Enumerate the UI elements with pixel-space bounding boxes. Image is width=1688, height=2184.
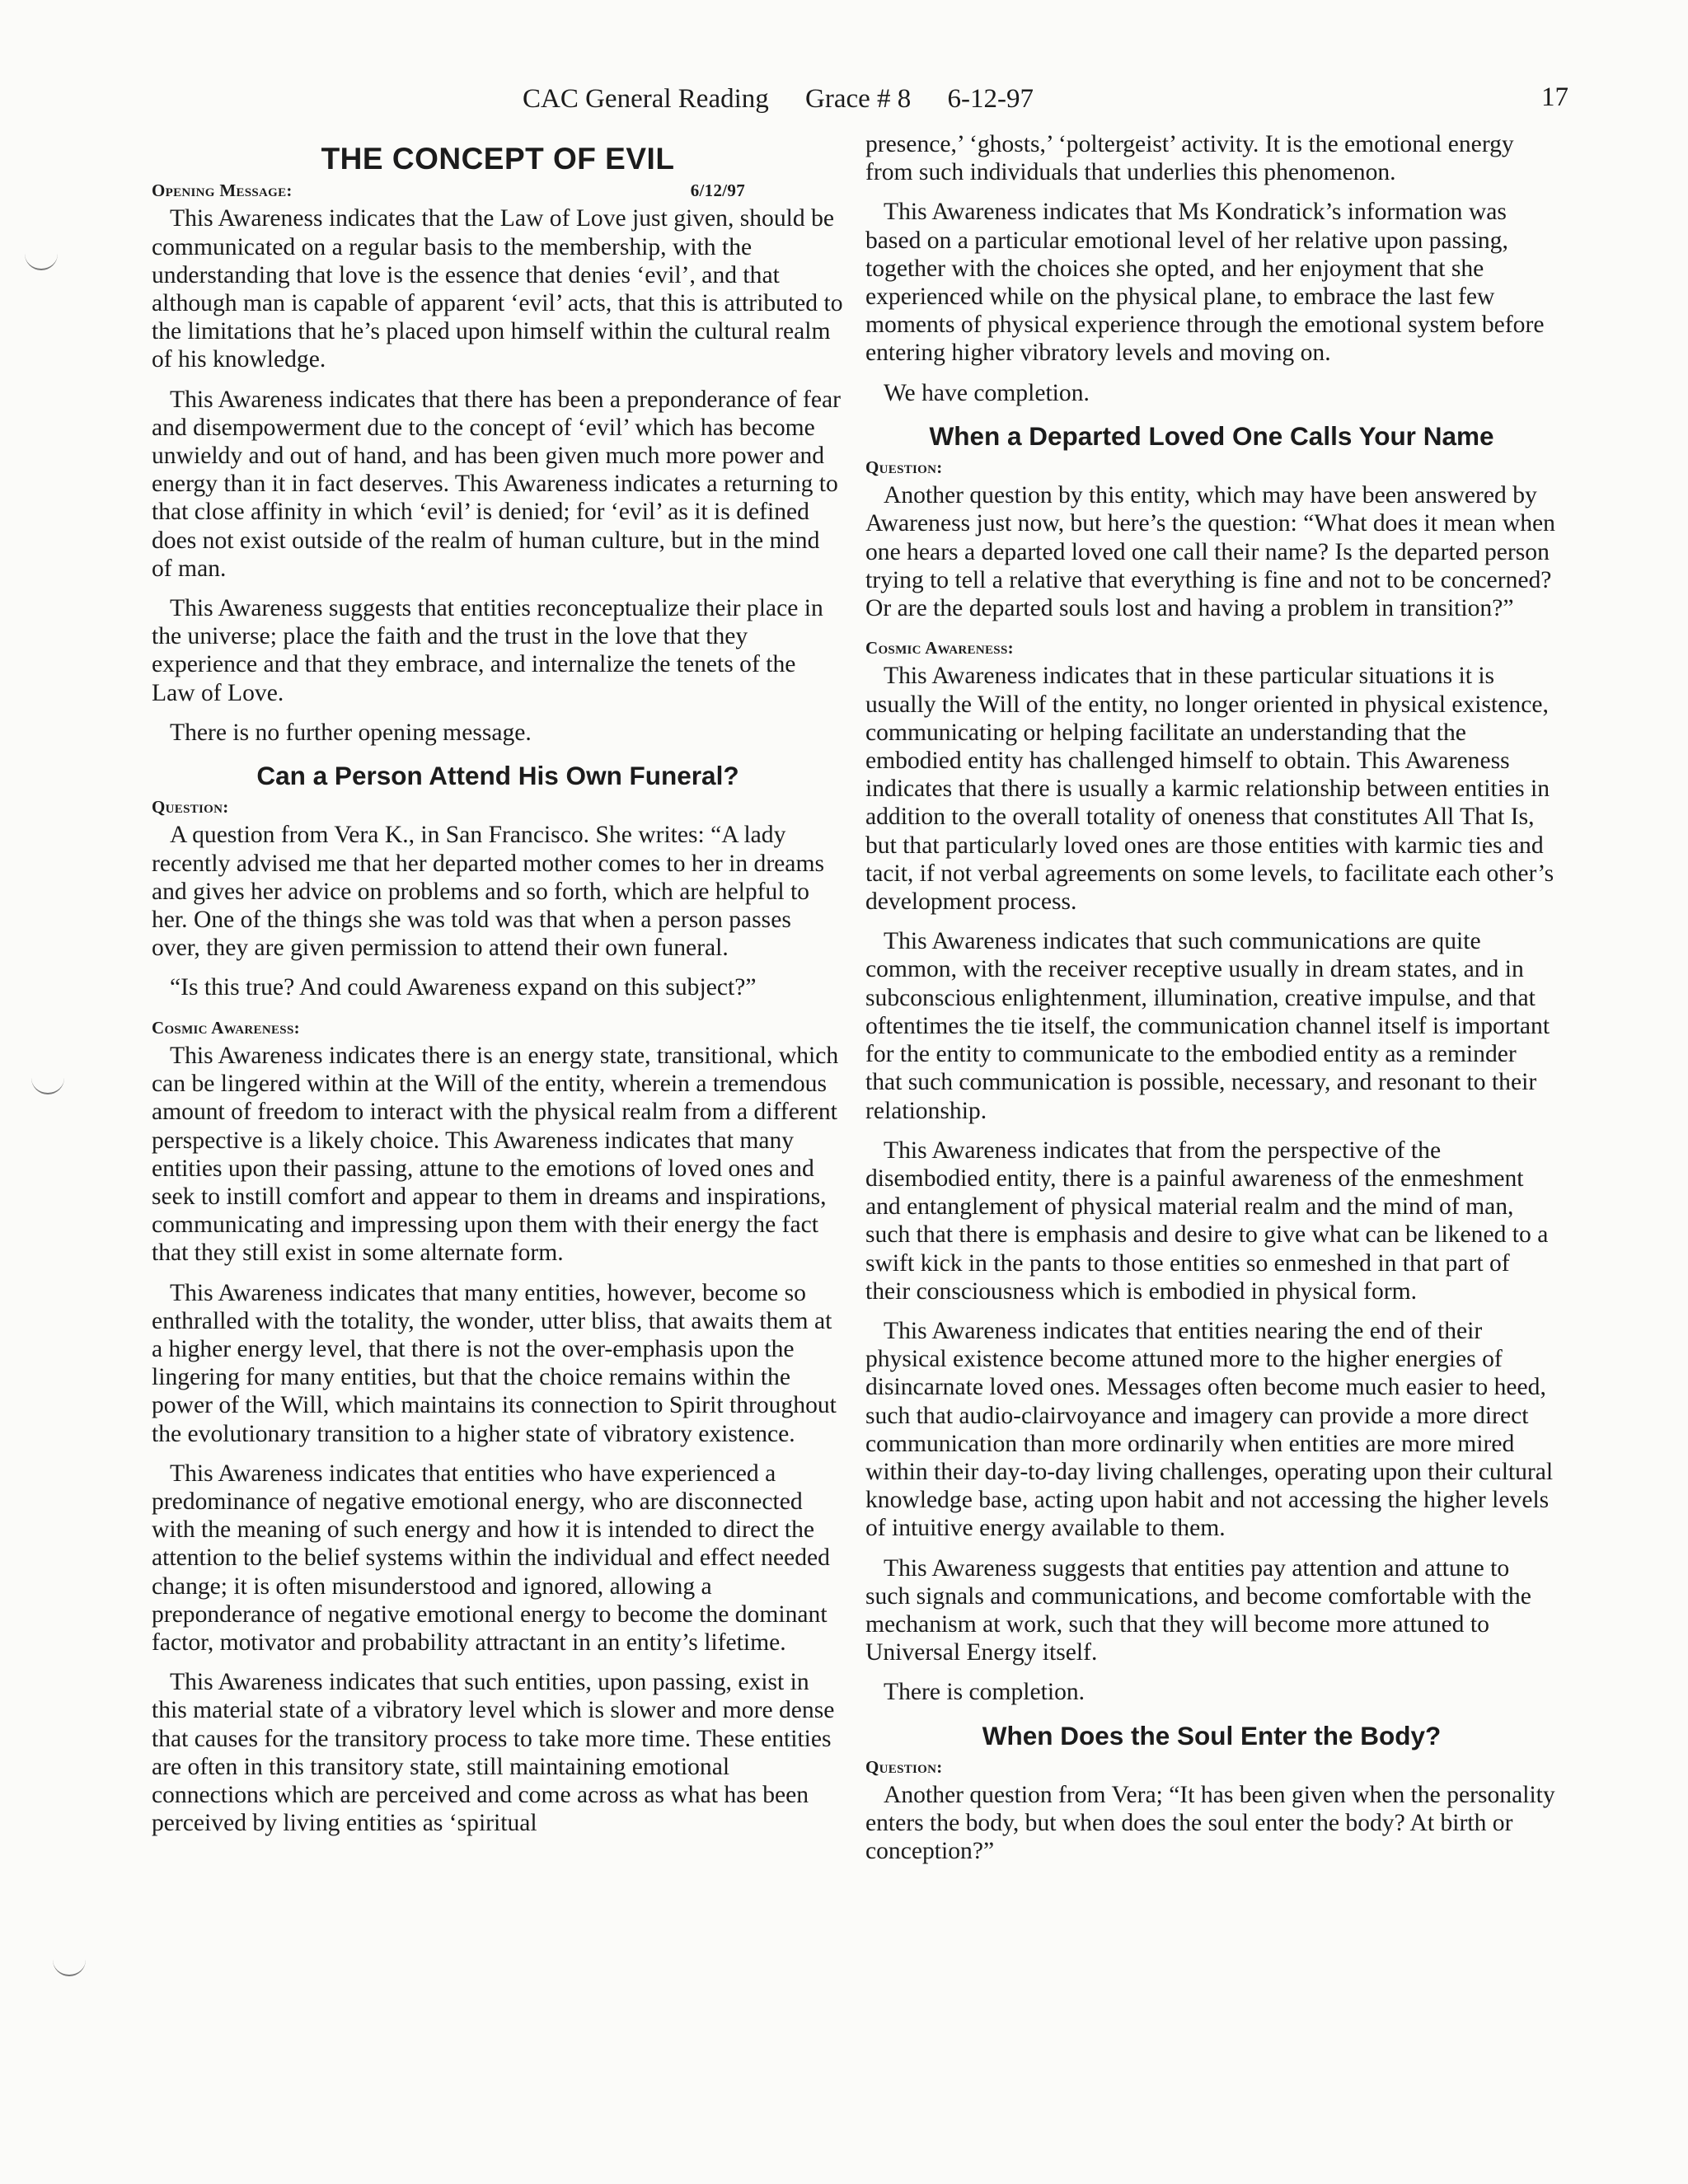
paragraph: Another question from Vera; “It has been given when the personality enters the body, but when does the soul enter the body? At birth or conception?” xyxy=(865,1781,1555,1865)
page-number: 17 xyxy=(1541,82,1568,112)
paragraph: This Awareness indicates there is an energy state, transitional, which can be lingered within at the Will of the entity, wherein a tremendous amount of freedom to interact with the physical realm from a different perspective is a likely choice. This Awareness indicates that many entities upon their passing, attune to the emotions of loved ones and seek to instill comfort and appear to them in dreams and inspirations, communicating and impressing upon them with their energy the fact that they still exist in some alternate form. xyxy=(152,1042,839,1267)
opening-message-date: 6/12/97 xyxy=(690,180,745,201)
page-header xyxy=(523,84,1561,115)
paragraph: This Awareness indicates that many entities, however, become so enthralled with the totality, the wonder, utter bliss, that awaits them at a higher energy level, that there is not the over-emphasis upon the lingering for many entities, but that the choice remains within the power of the Will, which maintains its connection to Spirit throughout the evolutionary transition to a higher state of vibratory existence. xyxy=(152,1279,837,1447)
question-label: Question: xyxy=(865,457,943,478)
paragraph: There is no further opening message. xyxy=(170,719,532,746)
header-title: CAC General Reading xyxy=(523,84,769,114)
section-heading: When Does the Soul Enter the Body? xyxy=(982,1720,1442,1750)
binder-hole-mark xyxy=(53,1953,86,1976)
paragraph: This Awareness indicates that there has been a preponderance of fear and disempowerment due to the concept of ‘evil’ which has become unwieldy and out of hand, and has been given much more power and energy than it in fact deserves. This Awareness indicates a returning to that close affinity in which ‘evil’ is denied; for ‘evil’ as it is defined does not exist outside of the realm of human culture, but in the mind of man. xyxy=(152,386,842,582)
cosmic-awareness-label: Cosmic Awareness: xyxy=(152,1017,300,1038)
opening-message-label: Opening Message: 6/12/97 xyxy=(152,176,844,204)
paragraph: This Awareness indicates that from the perspective of the disembodied entity, there is a painful awareness of the enmeshment and entanglement of physical material realm and the mind of man, such that there is emphasis and desire to give what can be likened to a swift kick in the pants to those entities so enmeshed in that part of their consciousness which is embodied in physical form. xyxy=(865,1137,1549,1305)
paragraph: Another question by this entity, which may have been answered by Awareness just now, but here’s the question: “What does it mean when one hears a departed loved one call their name? Is the departed person trying to tell a relative that everything is fine and not to be concerned? Or are the departed souls lost and having a problem in transition?” xyxy=(865,482,1555,622)
section-heading: When a Departed Loved One Calls Your Name xyxy=(929,420,1494,451)
paragraph: This Awareness indicates that entities who have experienced a predominance of negative emotional energy, who are disconnected with the meaning of such energy and how it is intended to direct the attention to the belief systems within the individual and effect needed change; it is often misunderstood and ignored, allowing a preponderance of negative emotional energy to become the dominant factor, motivator and probability attractant in an entity’s lifetime. xyxy=(152,1460,830,1656)
paragraph: This Awareness suggests that entities reconceptualize their place in the universe; place the faith and the trust in the love that they experience and that they embrace, and internalize the tenets of the Law of Love. xyxy=(152,595,823,706)
binder-hole-mark xyxy=(31,1071,64,1094)
paragraph: This Awareness indicates that such communications are quite common, with the receiver receptive usually in dream states, and in subconscious enlightenment, illumination, creative impulse, and that oftentimes the tie itself, the communication channel itself is important for the entity to communicate to the embodied entity as a reminder that such communication is possible, necessary, and resonant to their relationship. xyxy=(865,928,1550,1124)
question-label: Question: xyxy=(865,1756,943,1777)
paragraph: This Awareness indicates that Ms Kondratick’s information was based on a particular emotional level of her relative upon passing, together with the choices she opted, and her enjoyment that she experienced while on the physical plane, to embrace the last few moments of physical experience through the emotional system before entering higher vibratory levels and moving on. xyxy=(865,199,1545,367)
header-grace: Grace # 8 xyxy=(805,84,912,114)
paragraph: This Awareness indicates that the Law of Love just given, should be communicated on a regular basis to the membership, with the understanding that love is the essence that denies ‘evil’, and that although man is capable of apparent ‘evil’ acts, that this is attributed to the limitations that he’s placed upon himself within the cultural realm of his knowledge. xyxy=(152,205,843,373)
header-date: 6-12-97 xyxy=(947,84,1034,114)
right-column xyxy=(865,130,1558,1877)
paragraph: This Awareness indicates that such entities, upon passing, exist in this material state of a vibratory level which is slower and more dense that causes for the transitory process to take more time. These entities are often in this transitory state, still maintaining emotional connections which are perceived and come across as what has been perceived by living entities as ‘spiritual xyxy=(152,1669,835,1837)
article-title: THE CONCEPT OF EVIL xyxy=(321,142,675,176)
paragraph: A question from Vera K., in San Francisco. She writes: “A lady recently advised me that her departed mother comes to her in dreams and gives her advice on problems and so forth, which are helpful to her. One of the things she was told was that when a person passes over, they are given permission to attend their own funeral. xyxy=(152,822,824,962)
question-label: Question: xyxy=(152,797,229,818)
left-column xyxy=(152,130,844,1849)
cosmic-awareness-label: Cosmic Awareness: xyxy=(865,638,1014,658)
paragraph: “Is this true? And could Awareness expand on this subject?” xyxy=(170,974,757,1001)
paragraph: presence,’ ‘ghosts,’ ‘poltergeist’ activity. It is the emotional energy from such individuals that underlies this phenomenon. xyxy=(865,131,1514,186)
paragraph: There is completion. xyxy=(884,1679,1085,1706)
section-heading: Can a Person Attend His Own Funeral? xyxy=(256,761,739,791)
paragraph: We have completion. xyxy=(884,379,1090,406)
binder-hole-mark xyxy=(25,247,58,270)
paragraph: This Awareness suggests that entities pay attention and attune to such signals and communications, and become comfortable with the mechanism at work, such that they will become more attuned to Universal Energy itself. xyxy=(865,1554,1531,1666)
paragraph: This Awareness indicates that entities nearing the end of their physical existence become attuned more to the higher energies of disincarnate loved ones. Messages often become much easier to heed, such that audio-clairvoyance and imagery can provide a more direct communication than more ordinarily when entities are more mired within their day-to-day living challenges, operating upon their cultural knowledge base, acting upon habit and not accessing the higher levels of intuitive energy available to them. xyxy=(865,1317,1554,1542)
paragraph: This Awareness indicates that in these particular situations it is usually the Will of the entity, no longer oriented in physical existence, communicating or helping facilitate an understanding that the embodied entity has challenged himself to obtain. This Awareness indicates that there is usually a karmic relationship between entities in addition to the overall totality of oneness that constitutes All That Is, but that particularly loved ones are those entities with karmic ties and tacit, if not verbal agreements on some levels, to facilitate each other’s development process. xyxy=(865,663,1554,916)
